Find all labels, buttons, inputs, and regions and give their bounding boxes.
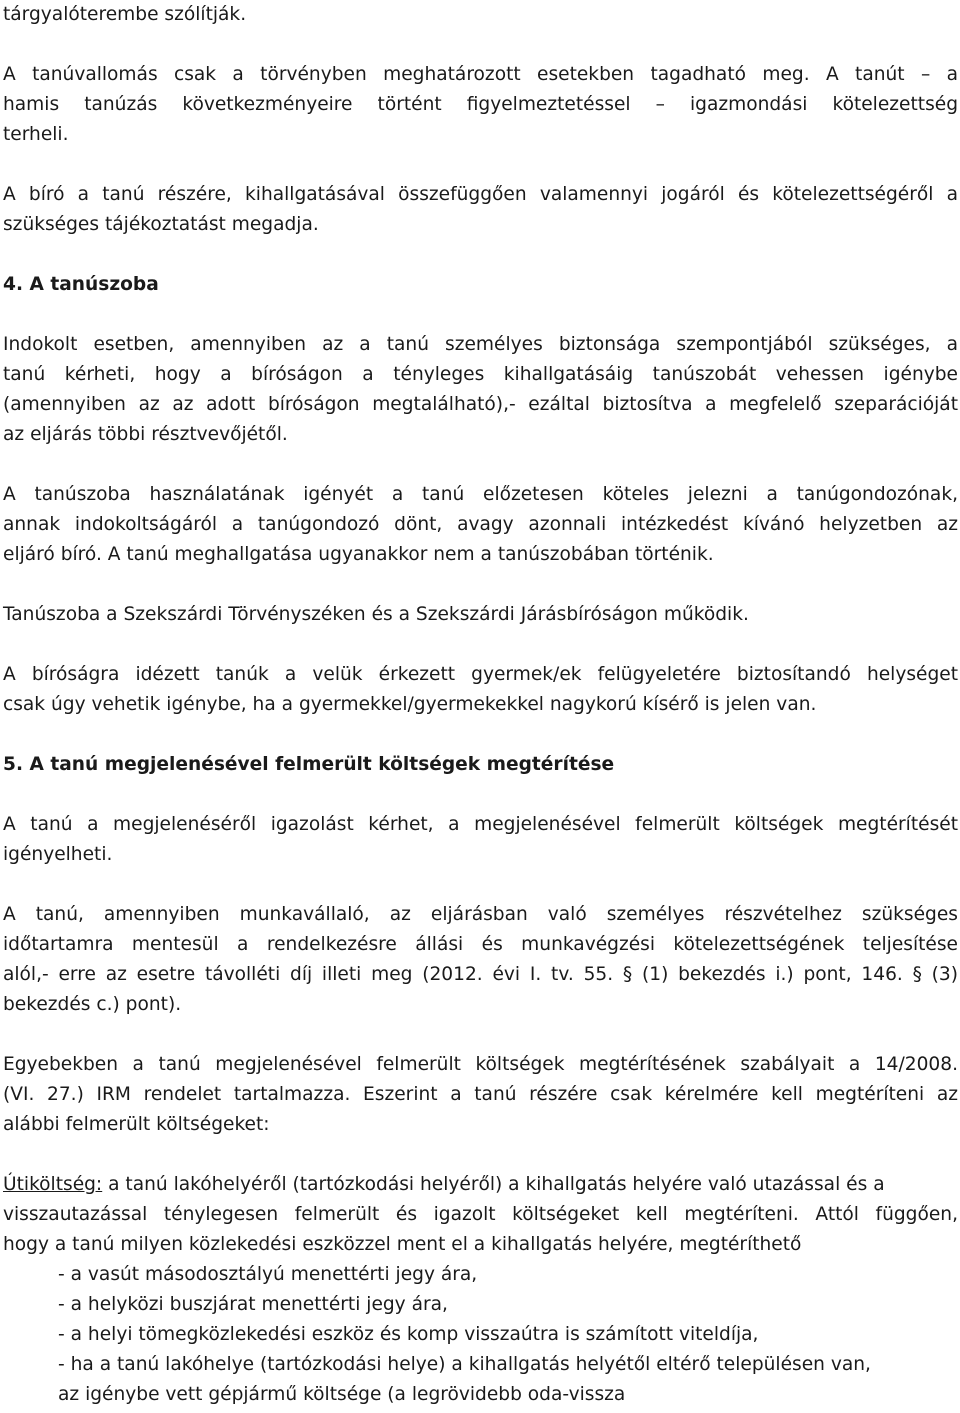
text-line: Tanúszoba a Szekszárdi Törvényszéken és a Szekszárdi Járásbíróságon működik. <box>3 604 749 625</box>
text-line: csak úgy vehetik igénybe, ha a gyermekkel/gyermekekkel nagykorú kísérő is jelen van. <box>3 694 817 715</box>
text-line: A tanú a megjelenéséről igazolást kérhet, a megjelenésével felmerült költségek megtérítését <box>3 814 958 835</box>
text-line: A tanúszoba használatának igényét a tanú előzetesen köteles jelezni a tanúgondozónak, <box>3 484 958 505</box>
text-line: bekezdés c.) pont). <box>3 994 182 1015</box>
text-line: annak indokoltságáról a tanúgondozó dönt, avagy azonnali intézkedést kívánó helyzetben az <box>3 514 958 535</box>
text-line: A tanú, amennyiben munkavállaló, az eljárásban való személyes részvételhez szükséges <box>3 904 958 925</box>
text-line: tanú kérheti, hogy a bíróságon a tényleges kihallgatásáig tanúszobát vehessen igénybe <box>3 364 958 385</box>
text-line: Indokolt esetben, amennyiben az a tanú személyes biztonsága szempontjából szükséges, a <box>3 334 958 355</box>
bullet-item: - ha a tanú lakóhelye (tartózkodási helye) a kihallgatás helyétől eltérő településen van, <box>58 1354 871 1375</box>
section-heading-5: 5. A tanú megjelenésével felmerült költségek megtérítése <box>3 754 615 775</box>
text-line: A bíróságra idézett tanúk a velük érkezett gyermek/ek felügyeletére biztosítandó helységet <box>3 664 958 685</box>
bullet-item-continued: az igénybe vett gépjármű költsége (a legrövidebb oda-vissza <box>58 1384 626 1405</box>
text-line: (amennyiben az az adott bíróságon megtalálható),- ezáltal biztosítva a megfelelő szeparációját <box>3 394 958 415</box>
travel-cost-label: Útiköltség: <box>3 1174 103 1195</box>
text-line: A tanúvallomás csak a törvényben meghatározott esetekben tagadható meg. A tanút – a <box>3 64 958 85</box>
text-line <box>3 1170 958 1200</box>
text-line: alábbi felmerült költségeket: <box>3 1114 270 1135</box>
text-line: hogy a tanú milyen közlekedési eszközzel ment el a kihallgatás helyére, megtéríthető <box>3 1234 802 1255</box>
section-heading-4: 4. A tanúszoba <box>3 274 159 295</box>
text-line: Egyebekben a tanú megjelenésével felmerült költségek megtérítésének szabályait a 14/2008. <box>3 1054 958 1075</box>
text-line: (VI. 27.) IRM rendelet tartalmazza. Eszerint a tanú részére csak kérelmére kell megtéríteni az <box>3 1084 958 1105</box>
text-span: a tanú lakóhelyéről (tartózkodási helyéről) a kihallgatás helyére való utazással és a <box>102 1174 885 1195</box>
text-line: időtartamra mentesül a rendelkezésre állási és munkavégzési kötelezettségének teljesítése <box>3 934 958 955</box>
text-line: tárgyalóterembe szólítják. <box>3 4 247 25</box>
text-line: A bíró a tanú részére, kihallgatásával összefüggően valamennyi jogáról és kötelezettségéről a <box>3 184 958 205</box>
text-line: terheli. <box>3 124 69 145</box>
bullet-item: - a helyi tömegközlekedési eszköz és komp visszaútra is számított viteldíja, <box>58 1324 759 1345</box>
bullet-item: - a helyközi buszjárat menettérti jegy ára, <box>58 1294 448 1315</box>
text-line: eljáró bíró. A tanú meghallgatása ugyanakkor nem a tanúszobában történik. <box>3 544 714 565</box>
text-line: igényelheti. <box>3 844 113 865</box>
text-line: az eljárás többi résztvevőjétől. <box>3 424 288 445</box>
text-line: hamis tanúzás következményeire történt figyelmeztetéssel – igazmondási kötelezettség <box>3 94 958 115</box>
bullet-item: - a vasút másodosztályú menettérti jegy ára, <box>58 1264 478 1285</box>
text-line: szükséges tájékoztatást megadja. <box>3 214 319 235</box>
text-line: visszautazással ténylegesen felmerült és igazolt költségeket kell megtéríteni. Attól függően, <box>3 1204 958 1225</box>
document-page <box>3 0 958 1410</box>
text-line: alól,- erre az esetre távolléti díj illeti meg (2012. évi I. tv. 55. § (1) bekezdés i.) pont, 146. § (3) <box>3 964 958 985</box>
